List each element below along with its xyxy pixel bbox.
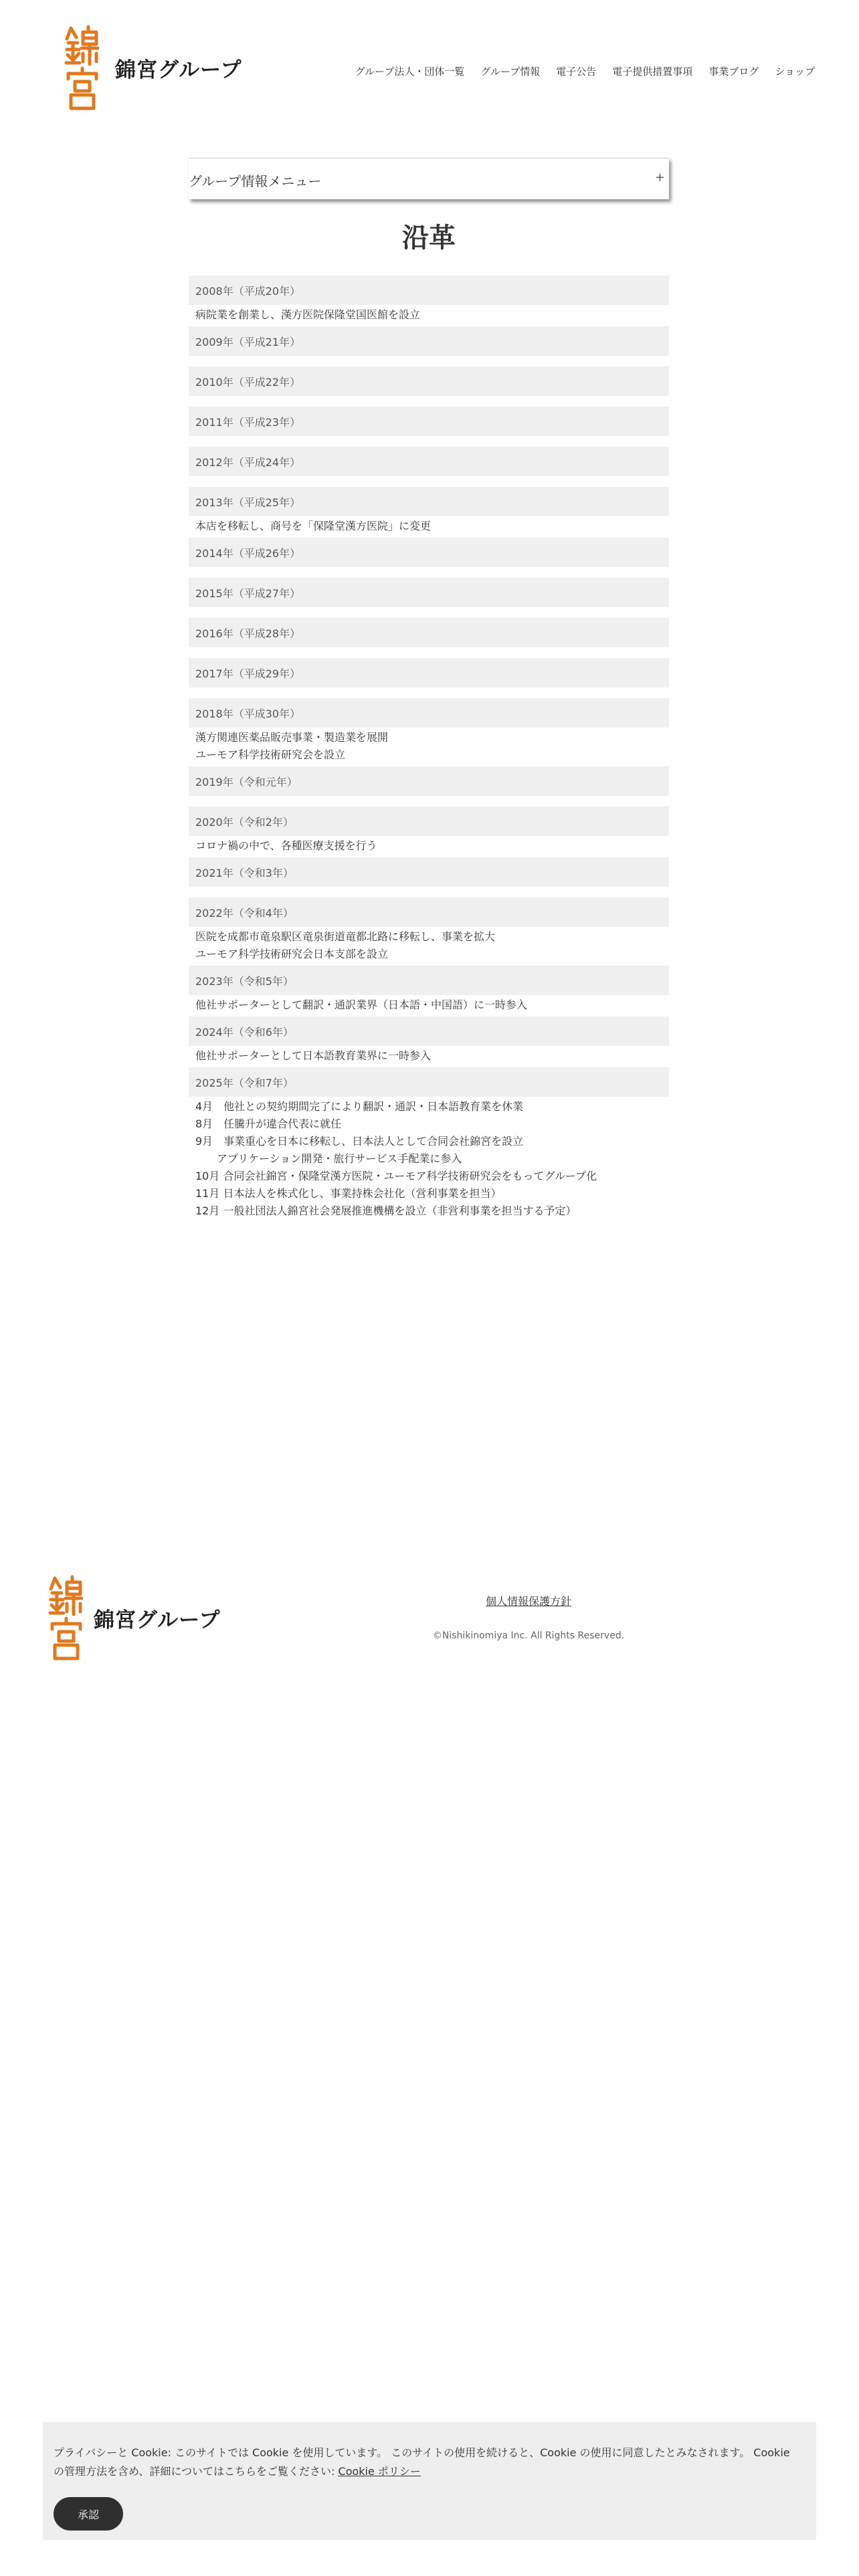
event-text: 医院を成都市竜泉駅区竜泉街道竜都北路に移転し、事業を拡大 [195,930,496,943]
year-heading: 2008年（平成20年） [189,276,669,305]
year-heading: 2013年（平成25年） [189,487,669,516]
logo-text: 錦宮グループ [115,58,242,82]
site-header [0,0,859,140]
year-events [189,1047,669,1065]
year-heading: 2010年（平成22年） [189,366,669,396]
year-heading: 2009年（平成21年） [189,326,669,356]
cookie-notice [54,2444,803,2481]
year-heading: 2020年（令和2年） [189,807,669,836]
year-events [189,837,669,855]
event-text: ユーモア科学技術研究会を設立 [195,748,346,761]
nav-shop[interactable]: ショップ [775,66,815,78]
event-text: 本店を移転し、商号を「保隆堂漢方医院」に変更 [195,520,432,532]
year-heading: 2021年（令和3年） [189,857,669,887]
year-heading: 2015年（平成27年） [189,578,669,607]
footer-logo[interactable] [48,1574,221,1661]
accordion-label: グループ情報メニュー [189,173,322,189]
year-heading: 2018年（平成30年） [189,698,669,728]
year-events [189,928,669,963]
site-logo[interactable] [64,24,242,111]
nav-group-entities[interactable]: グループ法人・団体一覧 [355,66,465,78]
event-text: 9月 事業重心を日本に移転し、日本法人として合同会社錦宮を設立 [195,1135,524,1148]
cookie-policy-link[interactable]: Cookie ポリシー [338,2465,421,2478]
year-heading: 2012年（平成24年） [189,447,669,476]
privacy-policy-link[interactable]: 個人情報保護方針 [485,1595,571,1608]
event-text: 8月 任騰升が違合代表に就任 [195,1117,342,1130]
nav-public-notice[interactable]: 電子公告 [556,66,597,78]
event-text: 11月 日本法人を株式化し、事業持株会社化（営利事業を担当） [195,1187,502,1200]
event-text: 10月 合同会社錦宮・保隆堂漢方医院・ユーモア科学技術研究会をもってグループ化 [195,1170,597,1182]
main-nav [355,64,815,78]
event-text: ユーモア科学技術研究会日本支部を設立 [195,948,389,960]
nav-business-blog[interactable]: 事業ブログ [708,66,759,78]
event-text: 4月 他社との契約期間完了により翻訳・通訳・日本語教育業を休業 [195,1100,524,1113]
copyright-text: ©Nishikinomiya Inc. All Rights Reserved. [432,1630,625,1641]
year-events [189,518,669,535]
year-heading: 2022年（令和4年） [189,897,669,927]
accept-cookies-button[interactable]: 承認 [54,2497,123,2531]
year-heading: 2011年（平成23年） [189,407,669,436]
year-events [189,306,669,324]
nav-electronic-provision[interactable]: 電子提供措置事項 [612,66,693,78]
event-text: アプリケーション開発・旅行サービス手配業に参入 [195,1152,462,1165]
nav-group-info[interactable]: グループ情報 [480,66,541,78]
year-events [189,1098,669,1220]
event-text: 12月 一般社団法人錦宮社会発展推進機構を設立（非営利事業を担当する予定） [195,1204,577,1217]
year-heading: 2017年（平成29年） [189,658,669,687]
event-text: 他社サポーターとして翻訳・通訳業界（日本語・中国語）に一時参入 [195,998,528,1011]
event-text: 他社サポーターとして日本語教育業界に一時参入 [195,1049,432,1062]
cookie-banner [43,2422,816,2540]
year-events [189,996,669,1014]
year-heading: 2025年（令和7年） [189,1067,669,1097]
year-heading: 2019年（令和元年） [189,766,669,796]
group-info-menu-accordion[interactable] [189,158,669,199]
event-text: コロナ禍の中で、各種医療支援を行う [195,839,377,852]
event-text: 漢方関連医薬品販売事業・製造業を展開 [195,731,389,744]
year-events [189,729,669,764]
year-heading: 2024年（令和6年） [189,1016,669,1046]
year-heading: 2016年（平成28年） [189,618,669,647]
history-timeline [189,276,669,1222]
plus-icon[interactable]: + [654,171,665,185]
footer-logo-text: 錦宮グループ [94,1608,221,1632]
seal-logo-icon [48,1574,84,1661]
seal-logo-icon [64,24,100,111]
cookie-notice-text: プライバシーと Cookie: このサイトでは Cookie を使用しています。 このサイトの使用を続けると、Cookie の使用に同意したとみなされます。 Cookie の管理方法を含め、詳細についてはこちらをご覧ください: [54,2446,790,2478]
page-title: 沿革 [402,223,456,253]
event-text: 病院業を創業し、漢方医院保隆堂国医館を設立 [195,308,421,321]
year-heading: 2023年（令和5年） [189,966,669,995]
year-heading: 2014年（平成26年） [189,538,669,567]
